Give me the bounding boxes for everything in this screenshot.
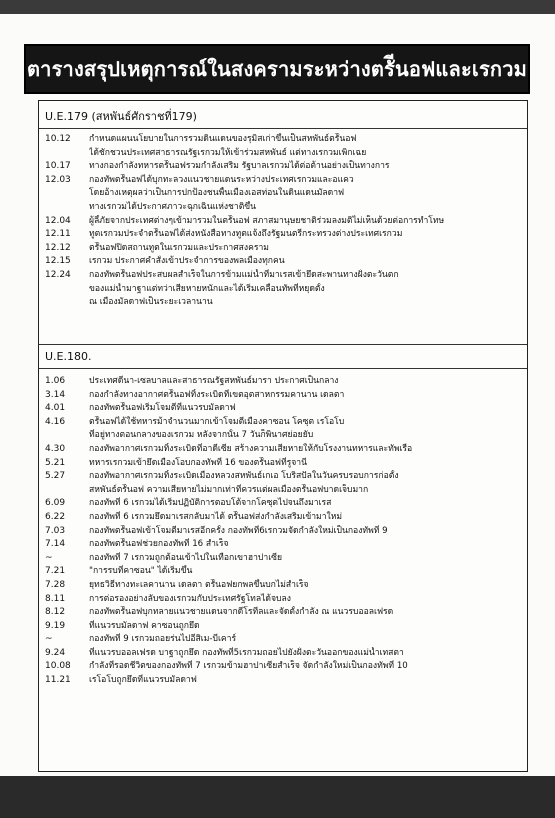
event-date: 12.11	[45, 229, 71, 240]
timeline-row	[39, 565, 527, 579]
event-text: โดยอ้างเหตุผลว่าเป็นการปกป้องชนพื้นเมืองเอสท่อนในดินแดนมัลดาฟ	[89, 188, 345, 199]
event-date: 10.12	[45, 134, 71, 144]
section-heading-ue179: U.E.179 (สหพันธ์ศักราชที่179)	[39, 105, 527, 129]
event-date: 10.08	[45, 661, 71, 672]
event-text: ที่แนวรบออลเฟรด บาฐาถูกยึด กองทัพที่5เรกวมถอยไปยังฝั่งตะวันออกของแม่น้ำเทสตา	[89, 647, 404, 658]
timeline-row	[39, 484, 527, 498]
event-text: ที่อยู่ทางตอนกลางของเรกวม หลังจากนั้น 7 วันก็พินาศย่อยยับ	[89, 430, 314, 441]
event-text: กำลังที่รอดชีวิตของกองทัพที่ 7 เรกวมข้ามฮาปาเซียสำเร็จ จัดกำลังใหม่เป็นกองทัพที่ 10	[89, 661, 408, 672]
timeline-row	[39, 620, 527, 634]
timeline-row	[39, 389, 527, 403]
timeline-table	[38, 100, 528, 772]
event-text: กองทัพที่ 6 เรกวมยึดมาเรสกลับมาได้ ตรัีนอฟส่งกำลังเสริมเข้ามาใหม่	[89, 511, 343, 522]
event-date: 10.17	[45, 161, 71, 172]
timeline-row	[39, 552, 527, 566]
timeline-row	[39, 457, 527, 471]
event-date: 12.24	[45, 269, 71, 280]
event-text: กองทัพที่ 9 เรกวมถอยร่นไปอีสิเม-บีเคาร์	[89, 634, 237, 645]
event-date: 7.03	[45, 525, 66, 536]
event-text: การต่อรองอย่างลับของเรกวมกับประเทศรัฐโทลได้จบลง	[89, 593, 291, 604]
timeline-row	[39, 443, 527, 457]
event-date: 1.06	[45, 376, 66, 386]
event-text: ของแม่น้ำมาฐาแต่ทว่าเสียหายหนักและได้เริ่มเคลื่อนทัพที่หยุดตั้ง	[89, 283, 325, 294]
section-ue180-rows	[39, 375, 527, 688]
event-text: กองทัพอากาศเรกวมทิ้งระเบิดเมืองหลวงสหพันธ์เกเอ โบริสปัลในวันครบรอบการก่อตั้ง	[89, 471, 399, 482]
timeline-row	[39, 429, 527, 443]
event-text: เรโอโบถูกยึดที่แนวรบมัลดาฟ	[89, 675, 197, 686]
timeline-row	[39, 242, 527, 256]
timeline-row	[39, 511, 527, 525]
event-text: กองทัพตรัีนอฟเริ่มโจมตีที่แนวรบมัลดาฟ	[89, 403, 236, 414]
event-text: กองทัพตรัีนอฟเข้าโจมตีมาเรสอีกครั้ง กองทัพที่6เรกวมจัดกำลังใหม่เป็นกองทัพที่ 9	[89, 525, 388, 536]
event-date: 8.12	[45, 607, 66, 618]
timeline-row	[39, 201, 527, 215]
event-date: 4.30	[45, 443, 66, 454]
timeline-row	[39, 147, 527, 161]
event-date: 7.28	[45, 579, 66, 590]
timeline-row	[39, 375, 527, 389]
event-text: สหพันธ์ตรัีนอฟ ความเสียหายไม่มากเท่าที่ควรแต่ผลเมืองตรัีนอฟบาดเจ็บมาก	[89, 484, 369, 495]
event-date: 4.16	[45, 416, 66, 427]
event-date: 8.11	[45, 593, 66, 604]
event-text: ทหารเรกวมเข้ายึดเมืองโอบกองทัพที่ 16 ของตรัีนอฟที่รูจานี	[89, 457, 307, 468]
event-text: กองทัพตรัีนอฟประสบผลสำเร็จในการข้ามแม่น้ำที่มาเรสเข้ายึดสะพานทางฝั่งตะวันตก	[89, 269, 399, 280]
event-date: 5.27	[45, 471, 66, 482]
timeline-row	[39, 606, 527, 620]
timeline-row	[39, 416, 527, 430]
event-date: ~	[45, 552, 53, 563]
timeline-row	[39, 633, 527, 647]
event-text: ทูตเรกวมประจำตรัีนอฟได้ส่งหนังสือทางทูตแจ้งถึงรัฐมนตรีกระทรวงต่างประเทศเรกวม	[89, 229, 403, 240]
timeline-row	[39, 269, 527, 283]
timeline-row	[39, 133, 527, 147]
event-text: ประเทศดีนา-เซลบาลและสาธารณรัฐสหพันธ์มารา ประกาศเป็นกลาง	[89, 376, 339, 386]
event-text: กองทัพอากาศเรกวมทิ้งระเบิดที่อาดีเซีย สร้างความเสียหายให้กับโรงงานทหารและทัพเรือ	[89, 443, 413, 454]
timeline-row	[39, 660, 527, 674]
event-text: ได้ชักชวนประเทศสาธารณรัฐเรกวมให้เข้าร่วมสหพันธ์ แต่ทางเรกวมเพิกเฉย	[89, 147, 367, 158]
event-text: ณ เมืองมัลดาฟเป็นระยะเวลานาน	[89, 297, 213, 308]
timeline-row	[39, 593, 527, 607]
event-text: กำหนดแผนนโยบายในการรวมดินแดนของรุมิสเก่าขึ้นเป็นสหพันธ์ตรัีนอฟ	[89, 134, 357, 144]
event-date: 6.09	[45, 498, 66, 509]
event-date: 6.22	[45, 511, 66, 522]
event-date: ~	[45, 634, 53, 645]
event-text: กองทัพตรัีนอฟบุกทลายแนวชายแดนจากดีโรทีลและจัดตั้งกำลัง ณ แนวรบออลเฟรด	[89, 607, 394, 618]
event-date: 7.21	[45, 566, 66, 577]
event-text: ทางกองกำลังทหารตรัีนอฟรวมกำลังเสริม รัฐบาลเรกวมได้ต่อต้านอย่างเป็นทางการ	[89, 161, 390, 172]
event-text: "การรบที่คาซอน" ได้เริ่มขึ้น	[89, 566, 193, 577]
timeline-row	[39, 255, 527, 269]
event-date: 7.14	[45, 539, 66, 550]
top-scan-edge	[0, 0, 555, 14]
event-text: ตรัีนอฟปิดสถานทูตในเรกวมและประกาศสงคราม	[89, 242, 269, 253]
timeline-row	[39, 296, 527, 310]
timeline-row	[39, 579, 527, 593]
timeline-row	[39, 283, 527, 297]
event-date: 12.12	[45, 242, 71, 253]
timeline-row	[39, 538, 527, 552]
event-date: 9.19	[45, 620, 66, 631]
event-date: 3.14	[45, 389, 66, 400]
section-ue179-rows	[39, 133, 527, 310]
event-date: 11.21	[45, 675, 71, 686]
event-text: กองทัพตรัีนอฟได้บุกทะลวงแนวชายแดนระหว่างประเทศเรกวมและอแคว	[89, 174, 354, 185]
page-title: ตารางสรุปเหตุการณ์ในสงครามระหว่างตรัีนอฟและเรกวม	[26, 57, 528, 81]
event-text: กองทัพที่ 6 เรกวมได้เริ่มปฏิบัติการตอบโต้จากโคซุตไปจนถึงมาเรส	[89, 498, 332, 509]
event-date: 9.24	[45, 647, 66, 658]
event-text: ตรัีนอฟได้ใช้ทหารม้าจำนวนมากเข้าโจมตีเมืองคาซอน โคซุต เรโอโบ	[89, 416, 345, 427]
event-text: กองกำลังทางอากาศตรัีนอฟทิ้งระเบิดที่เขตอุตสาหกรรมคานาน เดลตา	[89, 389, 345, 400]
event-text: กองทัพตรัีนอฟช่วยกองทัพที่ 16 สำเร็จ	[89, 539, 229, 550]
event-date: 12.15	[45, 256, 71, 267]
timeline-row	[39, 160, 527, 174]
event-text: ทางเรกวมได้ประกาศภาวะฉุกเฉินแห่งชาติขึ้น	[89, 201, 257, 212]
timeline-row	[39, 525, 527, 539]
timeline-row	[39, 402, 527, 416]
timeline-row	[39, 174, 527, 188]
timeline-row	[39, 674, 527, 688]
event-text: กองทัพที่ 7 เรกวมถูกต้อนเข้าไปในเทือกเขาฮาปาเซีย	[89, 552, 283, 563]
timeline-row	[39, 187, 527, 201]
timeline-row	[39, 647, 527, 661]
title-banner	[24, 44, 530, 94]
event-date: 12.04	[45, 215, 71, 226]
event-date: 5.21	[45, 457, 66, 468]
bottom-scan-edge	[0, 776, 555, 818]
event-text: เรกวม ประกาศคำสั่งเข้าประจำการของพลเมืองทุกคน	[89, 256, 285, 267]
event-date: 12.03	[45, 174, 71, 185]
event-text: ผู้ลี้ภัยจากประเทศต่างๆเข้ามารวมในตรัีนอฟ สภาสมานุษยชาติร่วมลงมติไม่เห็นด้วยต่อการทำโทษ	[89, 215, 445, 226]
timeline-row	[39, 470, 527, 484]
timeline-row	[39, 228, 527, 242]
timeline-row	[39, 215, 527, 229]
event-date: 4.01	[45, 403, 66, 414]
section-heading-ue180: U.E.180.	[39, 345, 527, 369]
event-text: ที่แนวรบมัลดาฟ คาซอนถูกยึด	[89, 620, 200, 631]
event-text: ยุทธวิธีทางทะเลคานาน เดลตา ตรัีนอฟยกพลขึ้นบกไม่สำเร็จ	[89, 579, 309, 590]
timeline-row	[39, 497, 527, 511]
